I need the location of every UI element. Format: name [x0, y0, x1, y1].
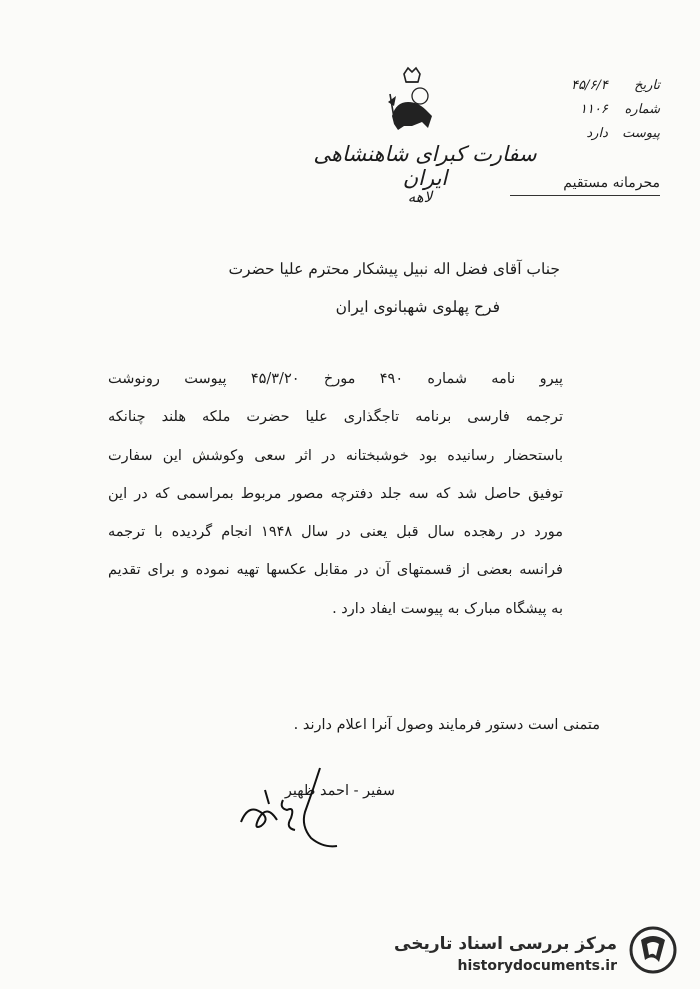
closing-line: متمنی است دستور فرمایند وصول آنرا اعلام دارند .	[293, 717, 600, 733]
body-line: فرانسه بعضی از قسمتهای آن در مقابل عکسها تهیه نموده و برای تقدیم	[108, 562, 563, 579]
signer-name: سفیر - احمد ظهیر	[284, 783, 395, 799]
address-line-1: جناب آقای فضل اله نبیل پیشکار محترم علیا حضرت	[228, 260, 560, 278]
number-value: ۱۱۰۶	[579, 102, 608, 117]
letter-body	[108, 360, 563, 628]
body-line: پیرو نامه شماره ۴۹۰ مورخ ۴۵/۳/۲۰ پیوست رونوشت	[108, 371, 563, 387]
attachment-value: دارد	[586, 126, 608, 141]
lion-and-sun-crown-icon	[382, 66, 442, 136]
body-line: مورد در رهجده سال قبل یعنی در سال ۱۹۴۸ انجام گردیده با ترجمه	[108, 524, 563, 541]
attachment-label: پیوست	[622, 126, 660, 141]
date-row	[520, 74, 660, 98]
embassy-name: سفارت کبرای شاهنشاهی ایران	[313, 142, 537, 190]
attachment-row	[520, 122, 660, 146]
date-value: ۴۵/۶/۴	[571, 78, 608, 93]
recipient-address	[200, 250, 560, 326]
body-line: توفیق حاصل شد که سه جلد دفترچه مصور مربوط بمراسمی که در این	[108, 485, 563, 502]
date-label: تاریخ	[634, 78, 660, 93]
handwritten-signature	[225, 760, 345, 860]
number-row	[520, 98, 660, 122]
classification-stamp: محرمانه مستقیم	[510, 175, 660, 196]
number-label: شماره	[624, 102, 660, 117]
archive-watermark	[394, 918, 687, 978]
address-line-2: فرح پهلوی شهبانوی ایران	[335, 298, 500, 316]
body-line: به پیشگاه مبارک به پیوست ایفاد دارد .	[332, 600, 563, 617]
body-line: باستحضار رسانیده بود خوشبختانه در اثر سعی وکوشش این سفارت	[108, 447, 563, 464]
city-name: لاهه	[407, 188, 433, 206]
watermark-url: historydocuments.ir	[457, 958, 617, 974]
watermark-title: مرکز بررسی اسناد تاریخی	[394, 934, 617, 954]
body-line: ترجمه فارسی برنامه تاجگذاری علیا حضرت ملکه هلند چنانکه	[108, 409, 563, 426]
letterhead-meta	[520, 74, 660, 146]
archive-logo-icon	[627, 924, 679, 976]
